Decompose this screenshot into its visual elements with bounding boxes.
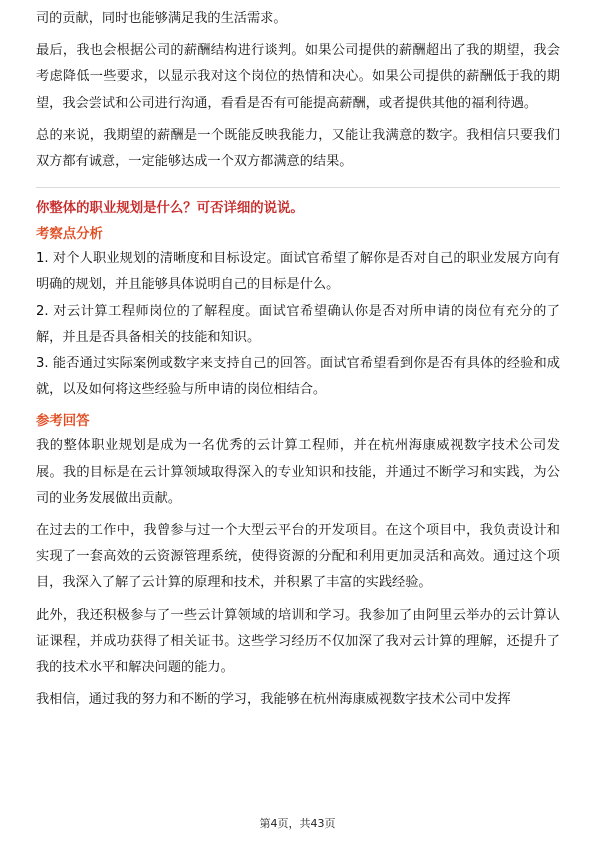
answer-paragraph: 此外，我还积极参与了一些云计算领域的培训和学习。我参加了由阿里云举办的云计算认证课程，并成功获得了相关证书。这些学习经历不仅加深了我对云计算的理解，还提升了我的技术水平和解决问题的能力。: [36, 607, 560, 676]
intro-paragraph: 司的贡献，同时也能够满足我的生活需求。: [36, 11, 287, 26]
answer-paragraph: 在过去的工作中，我曾参与过一个大型云平台的开发项目。在这个项目中，我负责设计和实现了一套高效的云资源管理系统，使得资源的分配和利用更加灵活和高效。通过这个项目，我深入了解了云计算的原理和技术，并积累了丰富的实践经验。: [36, 523, 560, 591]
page-number: 第4页，共43页: [259, 817, 336, 830]
question-heading: 你整体的职业规划是什么？可否详细的说说。: [36, 201, 304, 217]
answer-paragraph: 我相信，通过我的努力和不断的学习，我能够在杭州海康威视数字技术公司中发挥: [36, 692, 511, 708]
analysis-item: 1. 对个人职业规划的清晰度和目标设定。面试官希望了解你是否对自己的职业发展方向有明确的规划，并且能够具体说明自己的目标是什么。: [36, 251, 560, 293]
answer-paragraph: 我的整体职业规划是成为一名优秀的云计算工程师，并在杭州海康威视数字技术公司发展。我的目标是在云计算领域取得深入的专业知识和技能，并通过不断学习和实践，为公司的业务发展做出贡献。: [36, 438, 560, 506]
intro-paragraph: 最后，我也会根据公司的薪酬结构进行谈判。如果公司提供的薪酬超出了我的期望，我会考虑降低一些要求，以显示我对这个岗位的热情和决心。如果公司提供的薪酬低于我的期望，我会尝试和公司进行沟通，看看是否有可能提高薪酬，或者提供其他的福利待遇。: [36, 43, 560, 111]
analysis-item: 2. 对云计算工程师岗位的了解程度。面试官希望确认你是否对所申请的岗位有充分的了解，并且是否具备相关的技能和知识。: [36, 303, 560, 345]
page-content: [36, 6, 560, 713]
analysis-heading: 考察点分析: [36, 227, 103, 243]
section-divider: [36, 187, 560, 188]
answer-heading: 参考回答: [36, 414, 90, 430]
intro-paragraph: 总的来说，我期望的薪酬是一个既能反映我能力，又能让我满意的数字。我相信只要我们双方都有诚意，一定能够达成一个双方都满意的结果。: [36, 127, 560, 170]
analysis-item: 3. 能否通过实际案例或数字来支持自己的回答。面试官希望看到你是否有具体的经验和成就，以及如何将这些经验与所申请的岗位相结合。: [36, 356, 560, 398]
